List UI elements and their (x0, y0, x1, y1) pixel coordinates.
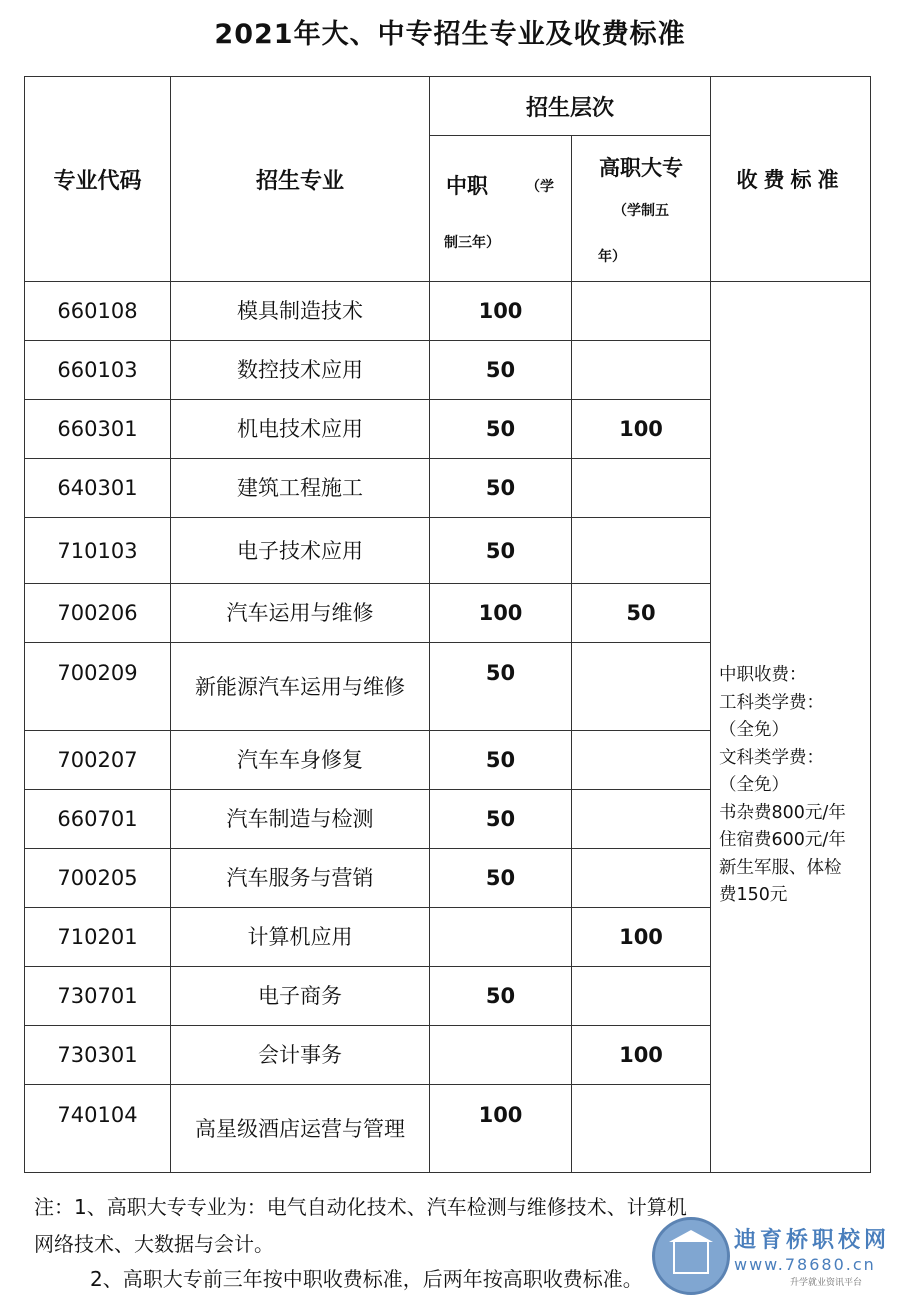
row-gaozhi: 50 (572, 584, 711, 643)
row-code: 730301 (25, 1026, 171, 1085)
row-gaozhi (572, 643, 711, 731)
fee-line: （全免） (719, 775, 790, 796)
row-zhongzhi: 100 (430, 282, 572, 341)
row-code: 700206 (25, 584, 171, 643)
row-code: 710201 (25, 908, 171, 967)
row-code: 660108 (25, 282, 171, 341)
row-code: 660103 (25, 341, 171, 400)
row-code: 700205 (25, 849, 171, 908)
watermark-name: 迪育桥职校网 (734, 1228, 891, 1253)
header-zhongzhi-note-b: 制三年） (444, 235, 500, 251)
row-major: 计算机应用 (171, 908, 430, 967)
header-level: 招生层次 (430, 77, 711, 136)
note-line-2: 网络技术、大数据与会计。 (34, 1232, 274, 1256)
row-zhongzhi: 50 (430, 731, 572, 790)
row-zhongzhi (430, 1026, 572, 1085)
row-zhongzhi: 50 (430, 643, 572, 731)
table-row (25, 282, 871, 341)
row-zhongzhi: 100 (430, 584, 572, 643)
row-gaozhi (572, 967, 711, 1026)
row-major: 高星级酒店运营与管理 (171, 1085, 430, 1173)
watermark (650, 1215, 900, 1299)
row-major: 汽车制造与检测 (171, 790, 430, 849)
header-fee: 收费标准 (711, 77, 871, 282)
header-gaozhi-note-b: 年） (598, 249, 626, 265)
enrollment-fee-table (24, 76, 871, 1173)
row-gaozhi (572, 1085, 711, 1173)
row-zhongzhi: 100 (430, 1085, 572, 1173)
row-gaozhi: 100 (572, 1026, 711, 1085)
row-gaozhi (572, 282, 711, 341)
row-major: 电子技术应用 (171, 518, 430, 584)
row-major: 电子商务 (171, 967, 430, 1026)
note-line-3: 2、高职大专前三年按中职收费标准，后两年按高职收费标准。 (90, 1267, 643, 1291)
row-zhongzhi: 50 (430, 967, 572, 1026)
row-zhongzhi: 50 (430, 849, 572, 908)
header-zhongzhi-note-a: （学 (526, 179, 554, 195)
row-major: 建筑工程施工 (171, 459, 430, 518)
row-zhongzhi: 50 (430, 459, 572, 518)
row-major: 新能源汽车运用与维修 (171, 643, 430, 731)
row-gaozhi (572, 341, 711, 400)
header-zhongzhi-label: 中职 (446, 174, 488, 198)
row-major: 汽车运用与维修 (171, 584, 430, 643)
note-line-1: 注：1、高职大专专业为：电气自动化技术、汽车检测与维修技术、计算机 (34, 1195, 687, 1219)
fee-line: 文科类学费： (719, 747, 825, 768)
row-major: 机电技术应用 (171, 400, 430, 459)
row-gaozhi (572, 731, 711, 790)
school-logo-icon (652, 1217, 730, 1295)
fee-standard-cell (711, 282, 871, 1173)
row-code: 700207 (25, 731, 171, 790)
row-major: 数控技术应用 (171, 341, 430, 400)
row-gaozhi (572, 459, 711, 518)
row-code: 700209 (25, 643, 171, 731)
page-title: 2021年大、中专招生专业及收费标准 (214, 19, 686, 50)
row-zhongzhi: 50 (430, 790, 572, 849)
header-major: 招生专业 (171, 77, 430, 282)
row-zhongzhi: 50 (430, 518, 572, 584)
row-code: 660701 (25, 790, 171, 849)
fee-line: 新生军服、体检 (719, 857, 842, 878)
fee-line: 费150元 (719, 885, 788, 906)
fee-line: 书杂费800元/年 (719, 802, 846, 823)
fee-line: （全免） (719, 720, 790, 741)
header-gaozhi (572, 136, 711, 282)
row-zhongzhi: 50 (430, 341, 572, 400)
fee-line: 中职收费： (719, 665, 807, 686)
row-gaozhi: 100 (572, 908, 711, 967)
row-gaozhi: 100 (572, 400, 711, 459)
row-gaozhi (572, 790, 711, 849)
header-gaozhi-label: 高职大专 (599, 156, 683, 180)
row-gaozhi (572, 849, 711, 908)
watermark-url: www.78680.cn (734, 1255, 876, 1274)
row-major: 会计事务 (171, 1026, 430, 1085)
row-major: 汽车车身修复 (171, 731, 430, 790)
watermark-tagline: 升学就业资讯平台 (790, 1278, 863, 1288)
row-major: 模具制造技术 (171, 282, 430, 341)
row-major: 汽车服务与营销 (171, 849, 430, 908)
fee-line: 住宿费600元/年 (719, 830, 846, 851)
fee-line: 工科类学费： (719, 692, 825, 713)
header-code: 专业代码 (25, 77, 171, 282)
header-zhongzhi (430, 136, 572, 282)
row-zhongzhi (430, 908, 572, 967)
row-code: 710103 (25, 518, 171, 584)
row-code: 740104 (25, 1085, 171, 1173)
row-code: 640301 (25, 459, 171, 518)
row-gaozhi (572, 518, 711, 584)
row-code: 660301 (25, 400, 171, 459)
row-code: 730701 (25, 967, 171, 1026)
header-gaozhi-note-a: （学制五 (613, 203, 669, 219)
row-zhongzhi: 50 (430, 400, 572, 459)
